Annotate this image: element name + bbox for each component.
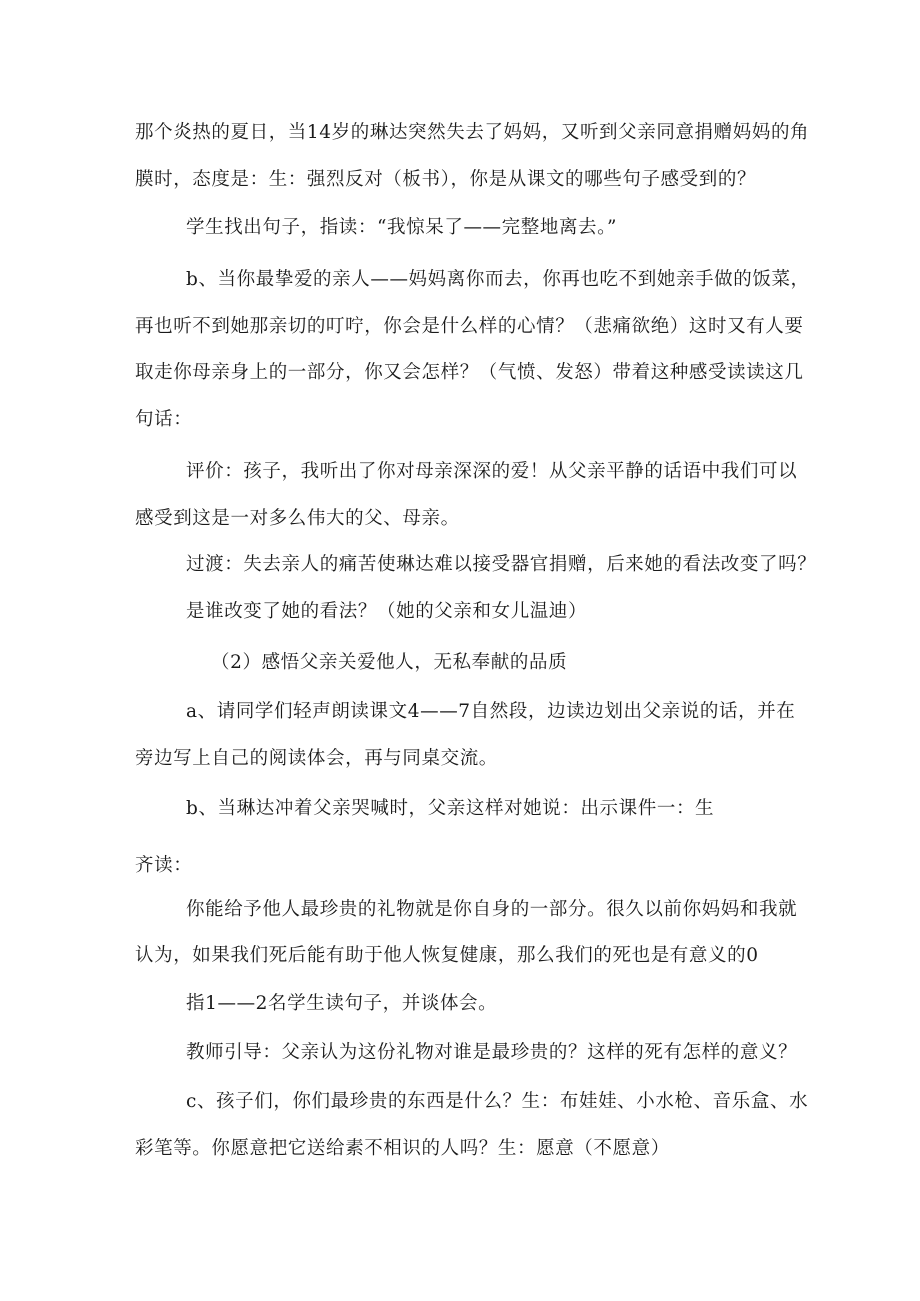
text-line: 感受到这是一对多么伟大的父、母亲。 [135,508,460,529]
text-line: 评价：孩子，我听出了你对母亲深深的爱！从父亲平静的话语中我们可以 [186,461,798,482]
text-line: 指1——2名学生读句子，并谈体会。 [186,993,498,1014]
text-line: 句话： [135,409,193,430]
text-line: 膜时，态度是：生：强烈反对（板书），你是从课文的哪些句子感受到的？ [135,169,757,190]
text-line: 教师引导：父亲认为这份礼物对谁是最珍贵的？这样的死有怎样的意义？ [186,1042,798,1063]
text-line: 齐读： [135,855,193,876]
text-line: 你能给予他人最珍贵的礼物就是你自身的一部分。很久以前你妈妈和我就 [186,899,798,920]
text-line: 是谁改变了她的看法？（她的父亲和女儿温迪） [186,601,588,622]
text-line: 那个炎热的夏日，当14岁的琳达突然失去了妈妈，又听到父亲同意捐赠妈妈的角 [135,122,810,143]
text-line: b、当琳达冲着父亲哭喊时，父亲这样对她说：出示课件一：生 [186,798,715,819]
text-line: 旁边写上自己的阅读体会，再与同桌交流。 [135,748,498,769]
section-heading: （2）感悟父亲关爱他人，无私奉献的品质 [211,652,568,673]
text-line: 学生找出句子，指读：“我惊呆了——完整地离去。” [186,217,618,238]
text-line: 取走你母亲身上的一部分，你又会怎样？（气愤、发怒）带着这种感受读读这几 [135,362,804,383]
text-line: 过渡：失去亲人的痛苦使琳达难以接受器官捐赠，后来她的看法改变了吗？ [186,554,817,575]
text-line: 彩笔等。你愿意把它送给素不相识的人吗？生：愿意（不愿意） [135,1138,670,1159]
text-line: b、当你最挚爱的亲人——妈妈离你而去，你再也吃不到她亲手做的饭菜， [186,269,810,290]
text-line: 认为，如果我们死后能有助于他人恢复健康，那么我们的死也是有意义的0 [135,945,759,966]
text-line: 再也听不到她那亲切的叮咛，你会是什么样的心情？（悲痛欲绝）这时又有人要 [135,316,804,337]
text-line: a、请同学们轻声朗读课文4——7自然段，边读边划出父亲说的话，并在 [186,701,796,722]
text-line: c、孩子们，你们最珍贵的东西是什么？生：布娃娃、小水枪、音乐盒、水 [186,1091,809,1112]
